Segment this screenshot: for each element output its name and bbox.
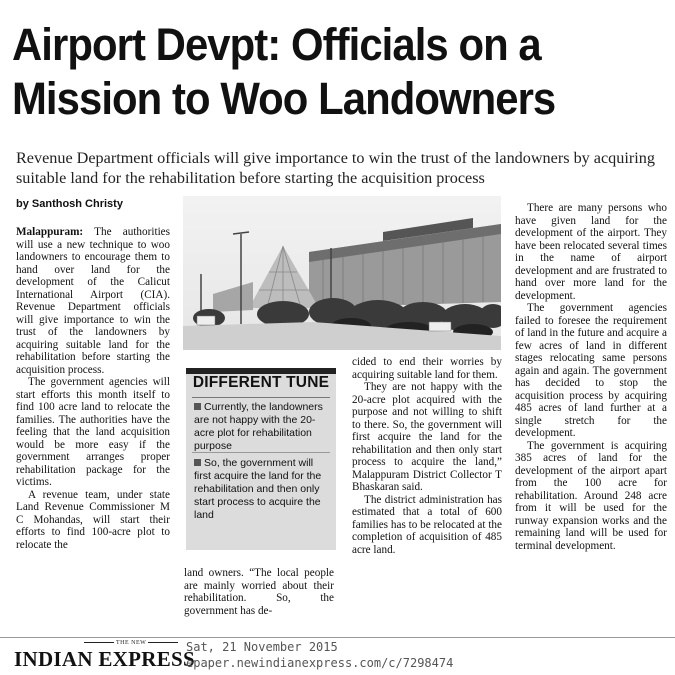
article-column-4 [515, 202, 667, 552]
paragraph: A revenue team, under state Land Revenue Commissioner M C Mohandas, will start their efforts to find 100-acre plot to relocate the [16, 488, 170, 551]
headline-line-2: Mission to Woo Landowners [12, 73, 556, 124]
headline-line-1: Airport Devpt: Officials on a [12, 19, 541, 70]
paragraph: The government agencies failed to foresee the requirement of land in the future and acquire a few acres of land in different stages relocating same persons again and again. The government has decided to stop the acquisition process by acquiring 485 acres of land further at a single stretch for the development. [515, 302, 667, 439]
paragraph-text: The authorities will use a new technique to woo landowners to encourage them to hand over land for the development of the Calicut International Airport (CIA). Revenue Department officials will give importance to win the trust of the landowners by acquiring suitable land for the rehabilitation before starting the acquisition process. [16, 226, 170, 376]
pullout-box [186, 368, 336, 550]
pullout-item [194, 401, 330, 453]
divider [192, 397, 330, 398]
paragraph: cided to end their worries by acquiring suitable land for them. [352, 356, 502, 381]
square-bullet-icon [194, 403, 201, 410]
paragraph: land owners. “The local people are mainly worried about their rehabilitation. So, the government has de- [184, 567, 334, 617]
edition-date: Sat, 21 November 2015 [186, 640, 338, 654]
article-column-1 [16, 226, 170, 551]
airport-photo [183, 196, 501, 350]
deck: Revenue Department officials will give importance to win the trust of the landowners by acquiring suitable land for the rehabilitation before starting the acquisition process [16, 149, 655, 187]
headline [12, 18, 621, 126]
divider [192, 452, 330, 453]
paragraph: The government is acquiring 385 acres of land for the development of the airport apart from the 100 acre for rehabilitation. Around 248 acre from it will be used for the runway expansion works and the remaining land will be used for terminal development. [515, 439, 667, 552]
pullout-title: DIFFERENT TUNE [192, 374, 330, 391]
pullout-item-text: Currently, the landowners are not happy with the 20-acre plot for rehabilitation purpose [194, 401, 323, 452]
paragraph [16, 226, 170, 376]
byline: by Santhosh Christy [16, 198, 123, 210]
pullout-item-text: So, the government will first acquire the land for the rehabilitation and then only start process to acquire the land [194, 457, 322, 521]
article-column-2 [184, 567, 334, 617]
paragraph: There are many persons who have given land for the development of the airport. They have been relocated several times in the name of airport development and are frustrated to hand over more land for the development. [515, 202, 667, 302]
paragraph: They are not happy with the 20-acre plot acquired with the purpose and not willing to shift to there. So, the government will first acquire the land for the rehabilitation and then only start process to acquire the land,” Malappuram District Collector T Bhaskaran said. [352, 381, 502, 493]
divider [0, 637, 675, 638]
epaper-url[interactable]: epaper.newindianexpress.com/c/7298474 [186, 656, 454, 670]
pullout-item [194, 457, 330, 522]
square-bullet-icon [194, 459, 201, 466]
paragraph: The government agencies will start efforts this month itself to find 100 acre land to relocate the families. The authorities have the feeling that the land acquisition would be more easy if the government arranges proper rehabilitation package for the victims. [16, 376, 170, 488]
newspaper-logo: INDIAN EXPRESS [14, 647, 195, 671]
article-column-3 [352, 356, 502, 556]
paragraph: The district administration has estimated that a total of 600 families has to be relocated at the completion of acquisition of 485 acre land. [352, 493, 502, 556]
logo-small-text: THE NEW [82, 640, 180, 646]
dateline: Malappuram: [16, 226, 84, 238]
